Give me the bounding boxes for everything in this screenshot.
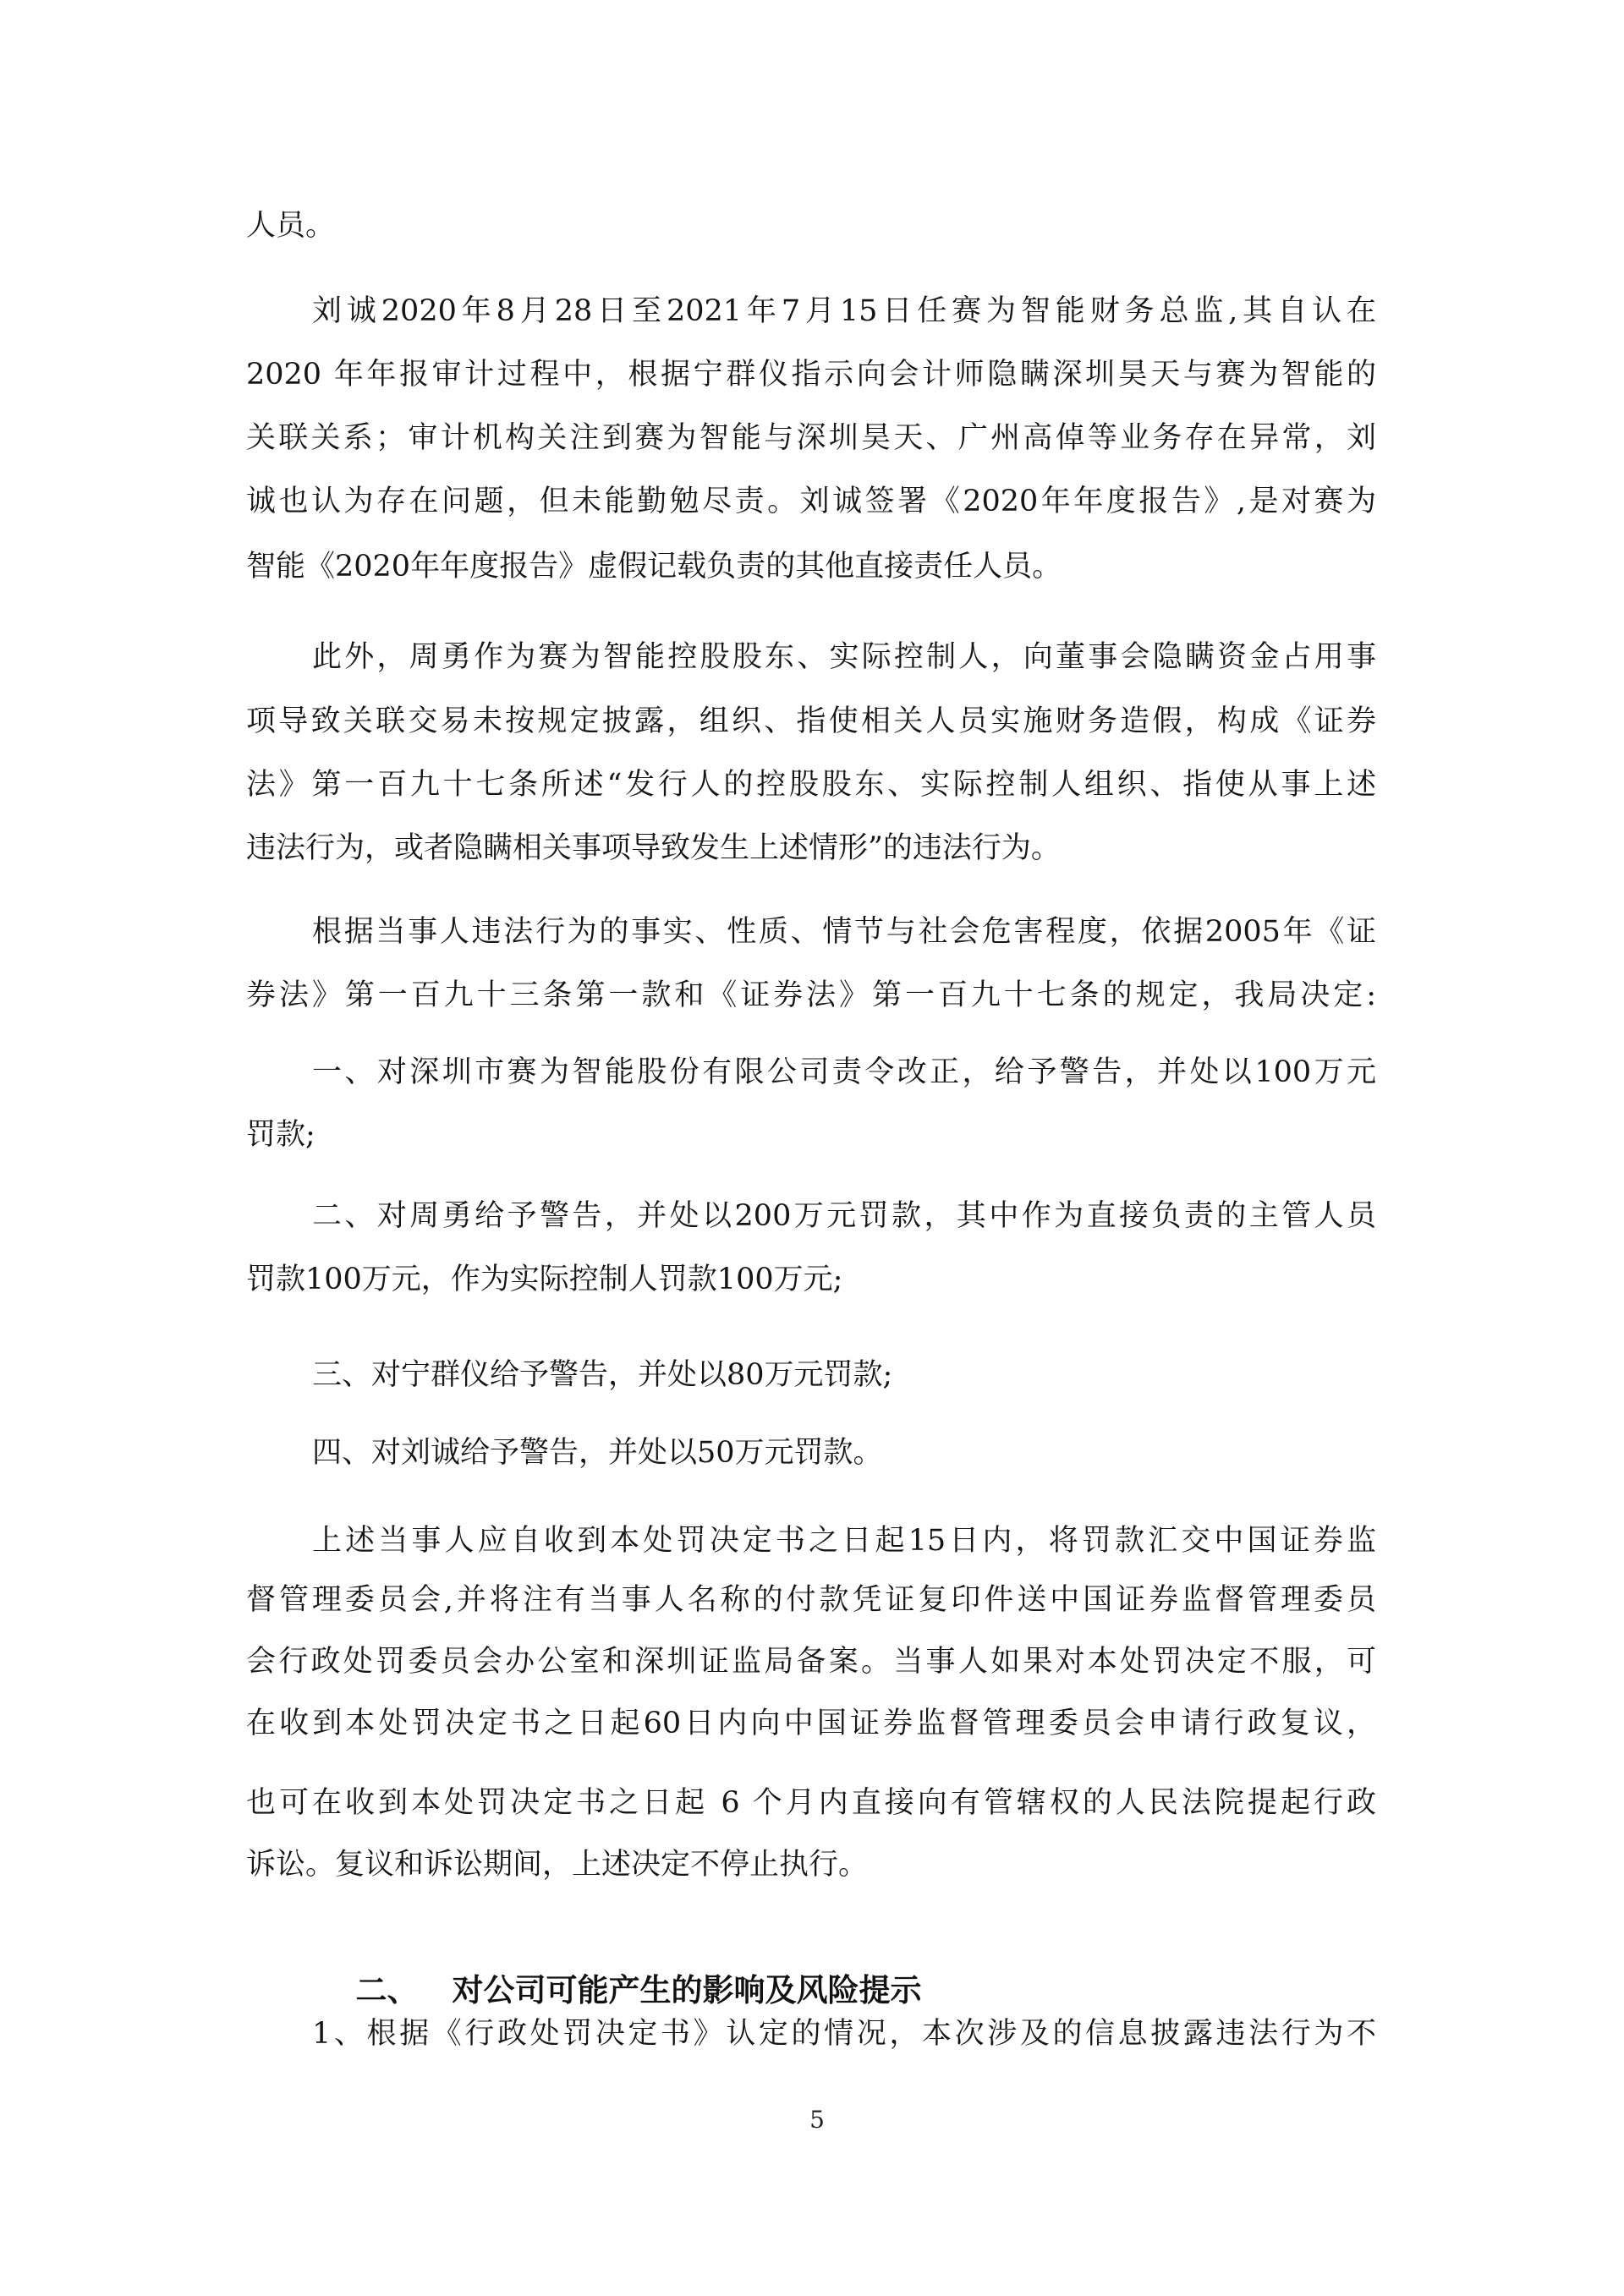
paragraph-liucheng-line-5: 智能《2020年年度报告》虚假记载负责的其他直接责任人员。: [246, 550, 1062, 584]
paragraph-payment-line-4: 在收到本处罚决定书之日起60日内向中国证券监督管理委员会申请行政复议，: [246, 1707, 1376, 1740]
section-heading-title: 对公司可能产生的影响及风险提示: [452, 1972, 922, 2008]
paragraph-liucheng-line-1: 刘诚2020年8月28日至2021年7月15日任赛为智能财务总监,其自认在: [312, 294, 1376, 328]
paragraph-payment-line-5: 也可在收到本处罚决定书之日起 6 个月内直接向有管辖权的人民法院提起行政: [246, 1786, 1376, 1820]
page-number: 5: [809, 2106, 825, 2134]
section-paragraph-line-1: 1、根据《行政处罚决定书》认定的情况，本次涉及的信息披露违法行为不: [312, 2017, 1376, 2051]
paragraph-payment-line-1: 上述当事人应自收到本处罚决定书之日起15日内，将罚款汇交中国证券监: [312, 1524, 1376, 1558]
paragraph-basis-line-1: 根据当事人违法行为的事实、性质、情节与社会危害程度，依据2005年《证: [312, 915, 1376, 949]
decision-item-3: 三、对宁群仪给予警告，并处以80万元罚款;: [312, 1358, 893, 1392]
paragraph-liucheng-line-4: 诚也认为存在问题，但未能勤勉尽责。刘诚签署《2020年年度报告》,是对赛为: [246, 485, 1376, 518]
section-heading-number: 二、: [355, 1972, 419, 2008]
paragraph-payment-line-2: 督管理委员会,并将注有当事人名称的付款凭证复印件送中国证券监督管理委员: [246, 1583, 1376, 1617]
section-heading: [312, 1935, 922, 2008]
paragraph-zhouyong-line-3: 法》第一百九十七条所述“发行人的控股股东、实际控制人组织、指使从事上述: [246, 768, 1376, 802]
decision-item-1-line-2: 罚款;: [246, 1118, 315, 1152]
decision-item-2-line-1: 二、对周勇给予警告，并处以200万元罚款，其中作为直接负责的主管人员: [312, 1199, 1376, 1233]
paragraph-liucheng-line-2: 2020 年年报审计过程中，根据宁群仪指示向会计师隐瞒深圳昊天与赛为智能的: [246, 358, 1376, 392]
decision-item-2-line-2: 罚款100万元，作为实际控制人罚款100万元;: [246, 1263, 843, 1296]
paragraph-continuation-line: 人员。: [246, 209, 336, 243]
paragraph-payment-line-3: 会行政处罚委员会办公室和深圳证监局备案。当事人如果对本处罚决定不服，可: [246, 1645, 1376, 1679]
paragraph-liucheng-line-3: 关联关系；审计机构关注到赛为智能与深圳昊天、广州高倬等业务存在异常，刘: [246, 421, 1376, 455]
paragraph-basis-line-2: 券法》第一百九十三条第一款和《证券法》第一百九十七条的规定，我局决定:: [246, 978, 1376, 1012]
paragraph-payment-line-6: 诉讼。复议和诉讼期间，上述决定不停止执行。: [246, 1848, 869, 1882]
decision-item-4: 四、对刘诚给予警告，并处以50万元罚款。: [312, 1436, 883, 1470]
decision-item-1-line-1: 一、对深圳市赛为智能股份有限公司责令改正，给予警告，并处以100万元: [312, 1055, 1376, 1089]
paragraph-zhouyong-line-4: 违法行为，或者隐瞒相关事项导致发生上述情形”的违法行为。: [246, 831, 1061, 865]
paragraph-zhouyong-line-1: 此外，周勇作为赛为智能控股股东、实际控制人，向董事会隐瞒资金占用事: [312, 640, 1376, 674]
paragraph-zhouyong-line-2: 项导致关联交易未按规定披露，组织、指使相关人员实施财务造假，构成《证券: [246, 704, 1376, 738]
